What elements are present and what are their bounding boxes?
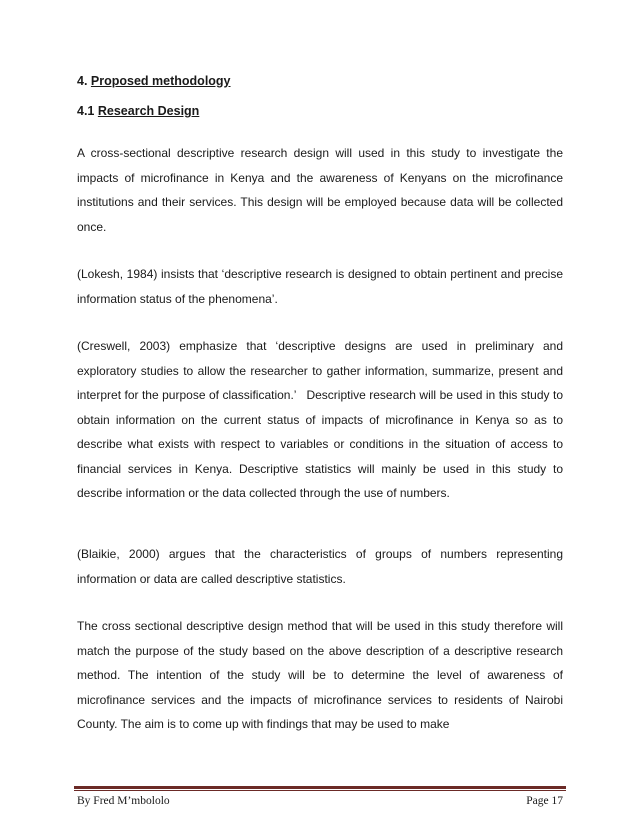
- section-number: 4.: [77, 74, 88, 88]
- subsection-number: 4.1: [77, 104, 95, 118]
- page-footer: [77, 795, 563, 807]
- footer-page-number: Page 17: [526, 795, 563, 807]
- paragraph-intro: A cross-sectional descriptive research design will used in this study to investigate the impacts of microfinance in Kenya and the awareness of Kenyans on the microfinance institutions and their services. This design will be employed because data will be collected once.: [77, 146, 563, 234]
- subsection-heading: [77, 103, 199, 119]
- paragraph-lokesh: (Lokesh, 1984) insists that ‘descriptive research is designed to obtain pertinent and precise information status of the phenomena’.: [77, 267, 563, 306]
- section-heading: [77, 73, 231, 89]
- subsection-title: Research Design: [97, 104, 200, 118]
- section-title: Proposed methodology: [90, 74, 231, 88]
- footer-rule-thick: [74, 786, 566, 789]
- footer-rule-thin: [74, 790, 566, 791]
- paragraph-cross-sectional: The cross sectional descriptive design method that will be used in this study therefore will match the purpose of the study based on the above description of a descriptive research method. The intention of the study will be to determine the level of awareness of microfinance services and the impacts of microfinance services to residents of Nairobi County. The aim is to come up with findings that may be used to make: [77, 619, 563, 731]
- paragraph-blaikie: (Blaikie, 2000) argues that the characteristics of groups of numbers representing information or data are called descriptive statistics.: [77, 547, 563, 586]
- footer-author: By Fred M’mbololo: [77, 795, 170, 807]
- paragraph-creswell: (Creswell, 2003) emphasize that ‘descriptive designs are used in preliminary and exploratory studies to allow the researcher to gather information, summarize, present and interpret for the purpose of classification.’ Descriptive research will be used in this study to obtain information on the current status of impacts of microfinance in Kenya so as to describe what exists with respect to variables or conditions in the situation of access to financial services in Kenya. Descriptive statistics will mainly be used in this study to describe information or the data collected through the use of numbers.: [77, 339, 563, 500]
